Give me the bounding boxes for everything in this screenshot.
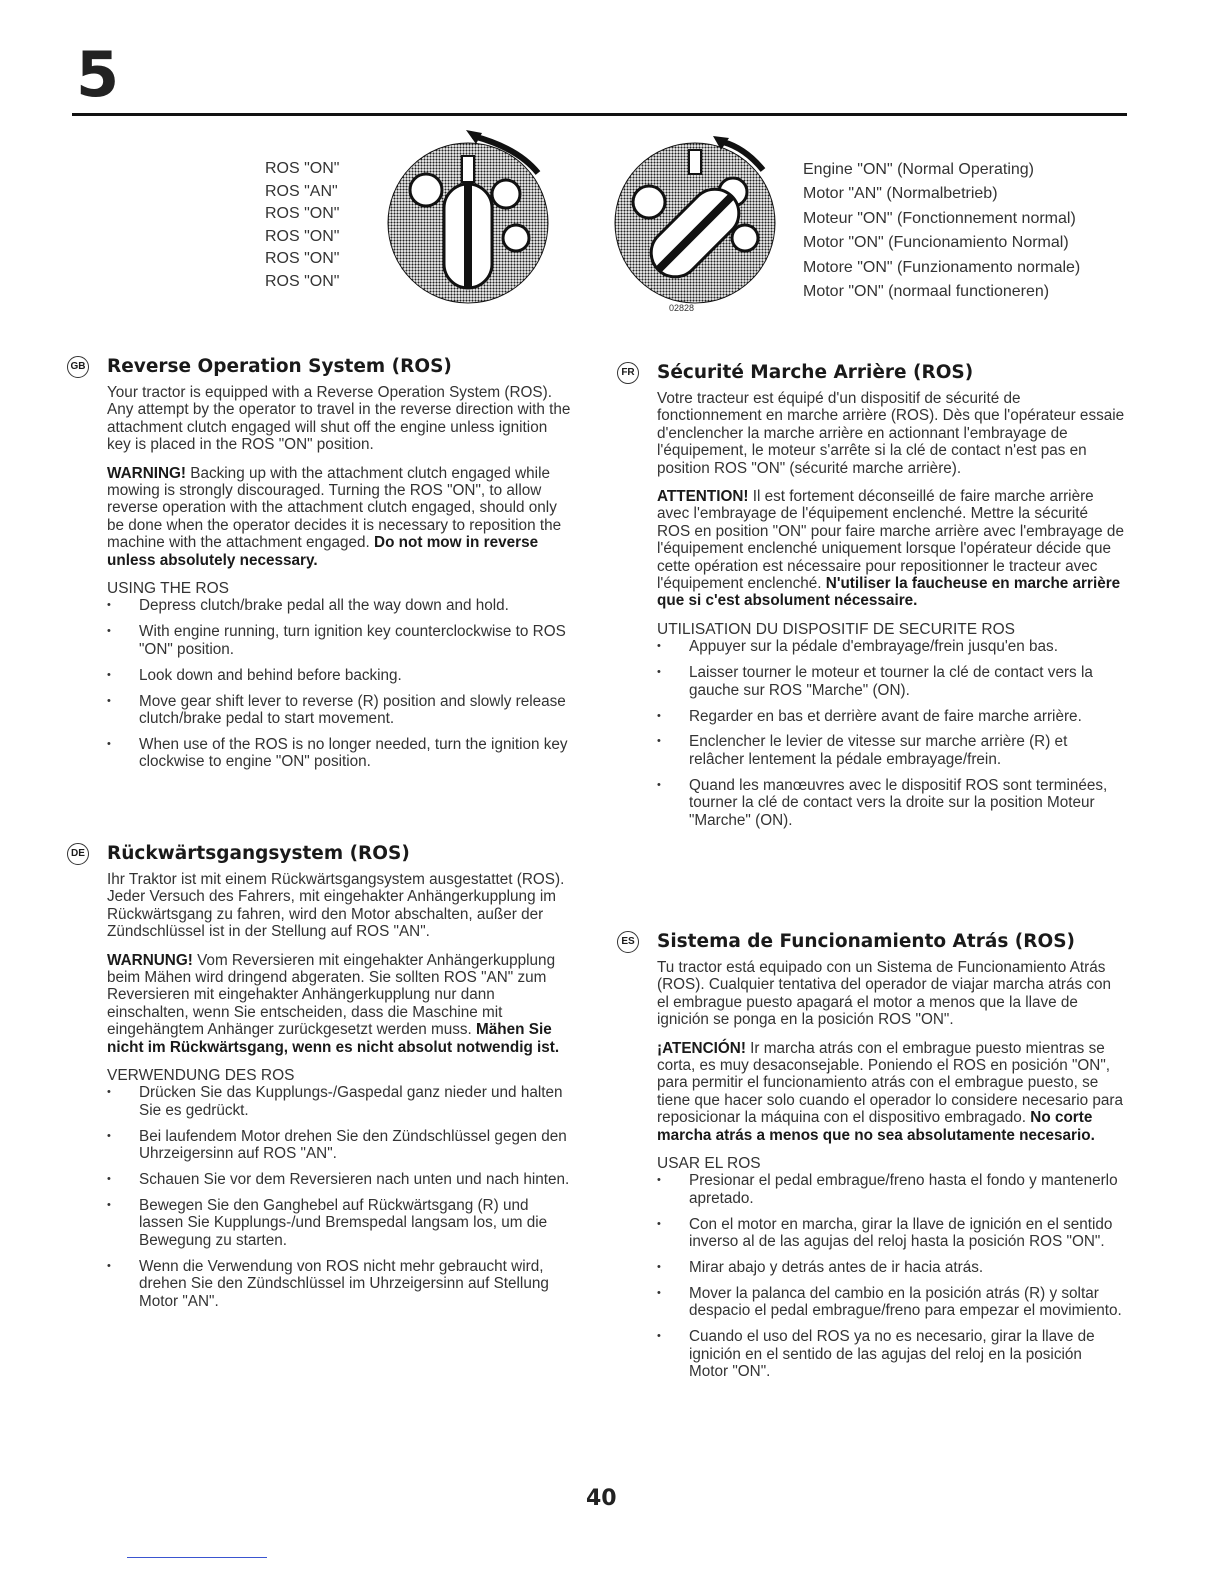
ros-label: ROS "ON"	[265, 205, 340, 223]
warning-text: Vom Reversieren mit eingehakter Anhängerkupplung beim Mähen wird dringend abgeraten. Sie sollten ROS "AN" zum Reversieren mit eingehakter Anhängerkupplung nur dann einschalten, wenn Sie entscheiden, dass die Maschine mit eingehängtem Anhänger zurückgesetzt werden muss.	[107, 951, 556, 1039]
using-title: UTILISATION DU DISPOSITIF DE SECURITE ROS	[657, 620, 1015, 638]
engine-label: Motor "AN" (Normalbetrieb)	[803, 185, 998, 203]
warning-bold: N'utiliser la faucheuse en marche arrière que si c'est absolument nécessaire.	[657, 575, 1121, 610]
list-item: • Bewegen Sie den Ganghebel auf Rückwärtsgang (R) und lassen Sie Kupplungs-/und Bremspedal langsam los, um die Bewegung zu starten.	[107, 1197, 572, 1249]
page-number: 40	[586, 1486, 617, 1511]
using-title: VERWENDUNG DES ROS	[107, 1067, 295, 1085]
ignition-dial-ros-illustration	[378, 128, 563, 308]
list-item: • Mirar abajo y detrás antes de ir hacia atrás.	[657, 1259, 1125, 1276]
section-heading-de	[67, 843, 572, 865]
list-item: • Appuyer sur la pédale d'embrayage/frein jusqu'en bas.	[657, 638, 1125, 655]
warning-label: ¡ATENCIÓN!	[657, 1039, 746, 1057]
warning-paragraph	[107, 952, 572, 1056]
section-heading-gb	[67, 356, 572, 378]
figure-code: 02828	[669, 303, 695, 313]
list-item: • Look down and behind before backing.	[107, 667, 572, 684]
warning-label: WARNUNG!	[107, 951, 193, 969]
list-item: • Schauen Sie vor dem Reversieren nach unten und nach hinten.	[107, 1171, 572, 1188]
list-item: • When use of the ROS is no longer needed, turn the ignition key clockwise to engine "ON" position.	[107, 736, 572, 771]
engine-label: Motore "ON" (Funzionamento normale)	[803, 258, 1081, 276]
ros-label: ROS "ON"	[265, 272, 340, 290]
engine-label: Motor "ON" (normaal functioneren)	[803, 283, 1050, 301]
list-item: • Drücken Sie das Kupplungs-/Gaspedal ganz nieder und halten Sie es gedrückt.	[107, 1084, 572, 1119]
list-item: • Move gear shift lever to reverse (R) position and slowly release clutch/brake pedal to start movement.	[107, 693, 572, 728]
section-intro: Your tractor is equipped with a Reverse Operation System (ROS). Any attempt by the operator to travel in the reverse direction with the attachment clutch engaged will shut off the engine unless ignition key is placed in the ROS "ON" position.	[107, 384, 571, 454]
language-badge-es: ES	[617, 931, 639, 953]
list-item: • Wenn die Verwendung von ROS nicht mehr gebraucht wird, drehen Sie den Zündschlüssel im Uhrzeigersinn auf Stellung Motor "AN".	[107, 1258, 572, 1310]
section-fr	[621, 362, 1125, 837]
footer-link-underline	[127, 1557, 267, 1558]
warning-text: Il est fortement déconseillé de faire marche arrière avec l'embrayage de l'équipement enclenché. Mettre la sécurité ROS en position "ON" pour faire marche arrière avec l'embrayage de l'équipement enclenché uniquement lorsque l'opérateur décide que cette opération est nécessaire pour repositionner le tracteur avec l'équipement enclenché.	[657, 488, 1124, 593]
warning-bold: Do not mow in reverse unless absolutely necessary.	[107, 534, 539, 569]
using-title: USING THE ROS	[107, 580, 230, 598]
warning-paragraph	[657, 1040, 1125, 1144]
warning-text: Backing up with the attachment clutch engaged while mowing is strongly discouraged. Turning the ROS "ON", to allow reverse operation with the attachment clutch engaged, should only be done when the operator decides it is necessary to reposition the machine with the attachment engaged.	[107, 464, 562, 552]
using-title: USAR EL ROS	[657, 1155, 761, 1173]
section-es	[621, 931, 1125, 1389]
section-title: Reverse Operation System (ROS)	[107, 356, 452, 378]
section-intro: Votre tracteur est équipé d'un dispositif de sécurité de fonctionnement en marche arrière (ROS). Dès que l'opérateur essaie d'enclencher la marche arrière en actionnant l'embrayage de l'équipement, le moteur s'arrête si la clé de contact n'est pas en position ROS "ON" (sécurité marche arrière).	[657, 390, 1125, 477]
steps-list	[107, 597, 572, 770]
warning-paragraph	[107, 465, 572, 569]
warning-bold: Mähen Sie nicht im Rückwärtsgang, wenn es nicht absolut notwendig ist.	[107, 1021, 560, 1056]
warning-label: WARNING!	[107, 464, 187, 482]
warning-bold: No corte marcha atrás a menos que no sea absolutamente necesario.	[657, 1109, 1095, 1144]
list-item: • Depress clutch/brake pedal all the way down and hold.	[107, 597, 572, 614]
list-item: • Bei laufendem Motor drehen Sie den Zündschlüssel gegen den Uhrzeigersinn auf ROS "AN".	[107, 1128, 572, 1163]
ignition-dial-engine-illustration	[605, 128, 790, 313]
section-title: Rückwärtsgangsystem (ROS)	[107, 843, 410, 865]
language-badge-fr: FR	[617, 362, 639, 384]
ros-label-list	[265, 158, 339, 294]
list-item: • Cuando el uso del ROS ya no es necesario, girar la llave de ignición en el sentido de las agujas del reloj en la posición Motor "ON".	[657, 1328, 1125, 1380]
chapter-number: 5	[76, 38, 120, 111]
section-heading-fr	[617, 362, 1125, 384]
ros-label: ROS "ON"	[265, 227, 340, 245]
language-badge-gb: GB	[67, 356, 89, 378]
warning-paragraph	[657, 488, 1125, 610]
header-rule	[72, 113, 1127, 116]
engine-label: Moteur "ON" (Fonctionnement normal)	[803, 209, 1076, 227]
engine-label: Engine "ON" (Normal Operating)	[803, 161, 1034, 178]
section-title: Sécurité Marche Arrière (ROS)	[657, 362, 974, 384]
warning-text: Ir marcha atrás con el embrague puesto mientras se corta, es muy desaconsejable. Poniendo el ROS en posición "ON", para permitir el funcionamiento atrás con el embrague puesto, se tiene que hacer solo cuando el operador lo considere necesario para reposicionar la máquina con el dispositivo embragado.	[657, 1039, 1124, 1127]
steps-list	[657, 1172, 1125, 1380]
ros-label: ROS "ON"	[265, 250, 340, 268]
section-heading-es	[617, 931, 1125, 953]
language-badge-de: DE	[67, 843, 89, 865]
section-gb	[70, 356, 572, 779]
list-item: • Enclencher le levier de vitesse sur marche arrière (R) et relâcher lentement la pédale embrayage/frein.	[657, 733, 1125, 768]
list-item: • With engine running, turn ignition key counterclockwise to ROS "ON" position.	[107, 623, 572, 658]
engine-label-list	[803, 158, 1080, 304]
engine-label: Motor "ON" (Funcionamiento Normal)	[803, 234, 1069, 252]
ros-label: ROS "ON"	[265, 160, 340, 177]
list-item: • Quand les manœuvres avec le dispositif ROS sont terminées, tourner la clé de contact vers la droite sur la position Moteur "Marche" (ON).	[657, 777, 1125, 829]
steps-list	[657, 638, 1125, 829]
list-item: • Presionar el pedal embrague/freno hasta el fondo y mantenerlo apretado.	[657, 1172, 1125, 1207]
section-title: Sistema de Funcionamiento Atrás (ROS)	[657, 931, 1075, 953]
warning-label: ATTENTION!	[657, 488, 749, 506]
section-intro: Ihr Traktor ist mit einem Rückwärtsgangsystem ausgestattet (ROS). Jeder Versuch des Fahrers, mit eingehakter Anhängerkupplung im Rückwärtsgang zu fahren, wird den Motor abschalten, außer der Zündschlüssel ist in der Stellung auf ROS "AN".	[107, 871, 565, 941]
section-de	[71, 843, 572, 1318]
list-item: • Mover la palanca del cambio en la posición atrás (R) y soltar despacio el pedal embrague/freno para empezar el movimiento.	[657, 1285, 1125, 1320]
list-item: • Con el motor en marcha, girar la llave de ignición en el sentido inverso al de las agujas del reloj hasta la posición ROS "ON".	[657, 1216, 1125, 1251]
steps-list	[107, 1084, 572, 1309]
section-intro: Tu tractor está equipado con un Sistema de Funcionamiento Atrás (ROS). Cualquier tentativa del operador de viajar marcha atrás con el embrague puesto apagará el motor a menos que la llave de ignición se ponga en la posición ROS "ON".	[657, 959, 1112, 1029]
list-item: • Regarder en bas et derrière avant de faire marche arrière.	[657, 708, 1125, 725]
ros-label: ROS "AN"	[265, 182, 338, 200]
list-item: • Laisser tourner le moteur et tourner la clé de contact vers la gauche sur ROS "Marche" (ON).	[657, 664, 1125, 699]
